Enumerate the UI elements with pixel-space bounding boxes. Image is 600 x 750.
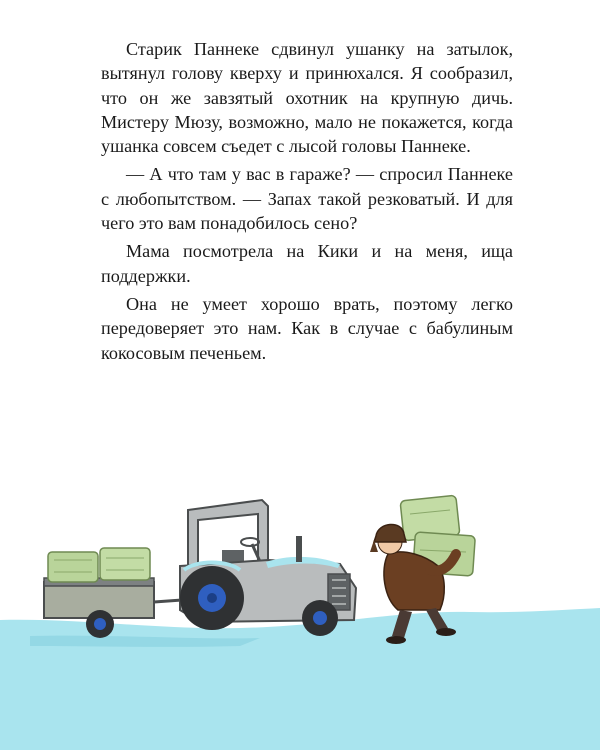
paragraph-1: Старик Паннеке сдвинул ушанку на затылок, вытянул голову кверху и принюхался. Я сообразил, что он же завзятый охотник на крупную дичь. Мистеру Мюзу, возможно, мало не покажется, когда ушанка совсем съедет с лысой головы Паннеке. xyxy=(101,39,513,157)
illustration xyxy=(0,470,600,750)
paragraph-3: Мама посмотрела на Кики и на меня, ища поддержки. xyxy=(101,241,513,286)
story-text xyxy=(101,37,513,365)
hay-bale-icon xyxy=(48,548,150,582)
paragraph-2: — А что там у вас в гараже? — спросил Паннеке с любопытством. — Запах такой резковатый. И для чего это вам понадобилось сено? xyxy=(101,164,513,234)
tractor-icon xyxy=(180,500,356,636)
paragraph-4: Она не умеет хорошо врать, поэтому легко передоверяет это нам. Как в случае с бабулиным кокосовым печеньем. xyxy=(101,293,513,363)
